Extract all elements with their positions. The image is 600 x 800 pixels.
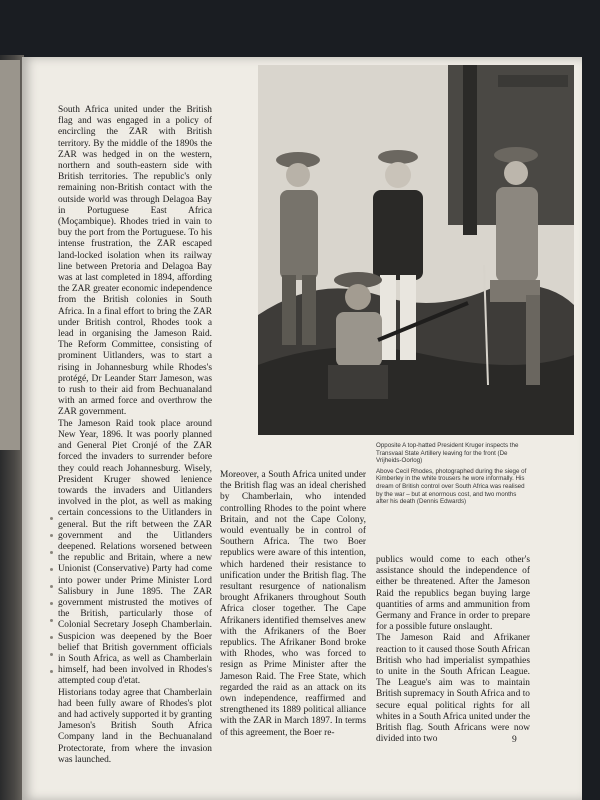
page-number: 9 (512, 735, 517, 745)
binding-holes (50, 517, 54, 697)
text-column-1 (58, 105, 212, 766)
paragraph: Moreover, a South Africa united under the British flag was an ideal cherished by Chamberlain, who intended controlling Rhodes to the point where Britain, and not the Cape Colony, would eventually be in control of Southern Africa. The two Boer republics were aware of this intention, which hardened their resistance to unification under the British flag. The resultant resurgence of nationalism brought Afrikaners throughout South Africa closer together. The Cape Afrikaners identified themselves anew with the Afrikaners of the Boer republics. The Afrikaner Bond broke with Rhodes, who was forced to resign as Prime Minister after the Jameson Raid. The Free State, which regarded the raid as an attack on its own independence, reaffirmed and strengthened its 1889 political alliance with the ZAR in March 1897. In terms of this agreement, the Boer re- (220, 470, 366, 738)
caption-above: Above Cecil Rhodes, photographed during the siege of Kimberley in the white trousers he wore informally. His dream of British control over South Africa was realised by the war – but at enormous cost, and two months after his death (Dennis Edwards) (376, 467, 527, 506)
book-page (22, 57, 582, 800)
paragraph: South Africa united under the British flag and was engaged in a policy of encircling the ZAR with British territory. By the middle of the 1890s the ZAR was hedged in on the western, northern and south-eastern side with British territories. The republic's only remaining non-British contact with the outside world was through Delagoa Bay in Portuguese East Africa (Moçambique). Rhodes tried in vain to buy the port from the Portuguese. To his intense frustration, the ZAR escaped land-locked isolation when its railway line between Pretoria and Delagoa Bay was at last completed in 1894, affording the ZAR greater economic independence from the British colonies in South Africa. In a final effort to bring the ZAR under British control, Rhodes took a lead in organising the Jameson Raid. The Reform Committee, consisting of prominent Uitlanders, was to start a rising in Johannesburg while Rhodes's protégé, Dr Leander Starr Jameson, was to rush to their aid from Bechuanaland with an armed force and overthrow the ZAR government. (58, 105, 212, 418)
photo-caption (376, 442, 530, 509)
paragraph: The Jameson Raid took place around New Year, 1896. It was poorly planned and General Piet Cronjé of the ZAR forced the invaders to surrender before they could reach Johannesburg. Wisely, President Kruger showed lenience towards the invaders and Uitlanders involved in the plot, as well as making certain concessions to the Uitlanders in general. But the rift between the ZAR government and the Uitlanders deepened. Relations worsened between the republic and Britain, where a new Unionist (Conservative) Party had come into power under Prime Minister Lord Salisbury in June 1895. The ZAR government mistrusted the motives of the British, particularly those of Colonial Secretary Joseph Chamberlain. Suspicion was deepened by the Boer belief that British government officials in South Africa, as well as Chamberlain himself, had been involved in Rhodes's attempted coup d'etat. (58, 418, 212, 687)
previous-page-edge (0, 60, 20, 450)
caption-opposite: Opposite A top-hatted President Kruger inspects the Transvaal State Artillery leaving for the front (De Vrijheids-Oorlog) (376, 442, 519, 465)
historical-photo (258, 65, 574, 435)
photo-illustration (258, 65, 574, 435)
paragraph: The Jameson Raid and Afrikaner reaction to it caused those South African British who had imperialist sympathies to unite in the South African League. The League's aim was to maintain British supremacy in South Africa and to secure equal political rights for all whites in a South Africa united under the British flag. South Africans were now divided into two (376, 633, 530, 745)
text-column-3 (376, 555, 530, 745)
text-column-2 (220, 470, 366, 739)
paragraph: Historians today agree that Chamberlain had been fully aware of Rhodes's plot and had actively supported it by granting Jameson's British South Africa Company land in the Bechuanaland Protectorate, from where the invasion was launched. (58, 687, 212, 765)
paragraph: publics would come to each other's assistance should the independence of either be threatened. After the Jameson Raid the republics began buying large quantities of arms and ammunition from Germany and France in order to prepare for a possible future onslaught. (376, 555, 530, 633)
